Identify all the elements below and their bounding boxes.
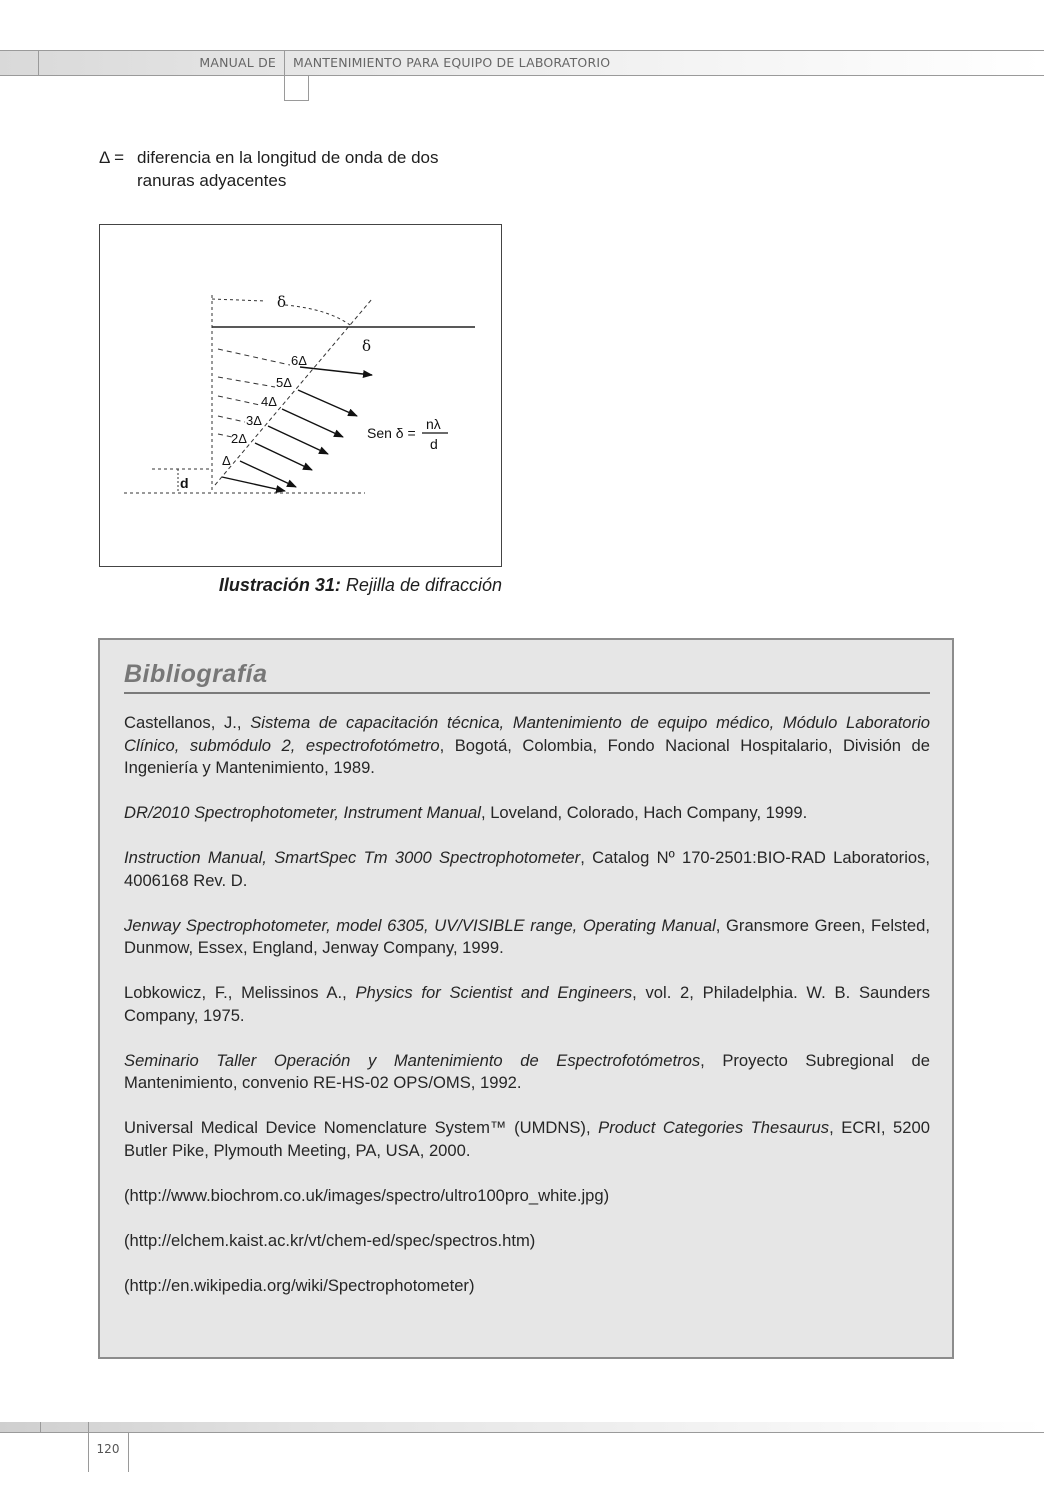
label-2delta: 2Δ: [231, 431, 247, 446]
bibliography-list: [124, 712, 930, 1320]
delta-arc: [285, 305, 350, 325]
reference-url-3[interactable]: (http://en.wikipedia.org/wiki/Spectrophotometer): [124, 1275, 475, 1295]
label-delta: Δ: [222, 453, 231, 468]
running-header-left: MANUAL DE: [199, 55, 276, 70]
definition-line-2: ranuras adyacentes: [137, 171, 287, 190]
ray-4: [282, 409, 343, 437]
formula-lhs: Sen δ =: [367, 425, 416, 441]
label-6delta: 6Δ: [291, 353, 307, 368]
bibliography-title: Bibliografía: [124, 660, 268, 688]
label-delta-side: δ: [362, 337, 372, 355]
ray-5: [298, 390, 357, 416]
label-d: d: [180, 475, 189, 491]
reference-3: Instruction Manual, SmartSpec Tm 3000 Spectrophotometer, Catalog Nº 170-2501:BIO-RAD Laboratorios, 4006168 Rev. D.: [124, 848, 931, 890]
diffraction-grating-figure: [99, 224, 502, 567]
caption-label: Ilustración 31:: [218, 575, 341, 595]
delta-top-guide: [212, 299, 265, 301]
label-3delta: 3Δ: [246, 413, 262, 428]
label-5delta: 5Δ: [276, 375, 292, 390]
formula-denominator: d: [430, 436, 438, 452]
reference-url-1[interactable]: (http://www.biochrom.co.uk/images/spectro/ultro100pro_white.jpg): [124, 1185, 610, 1205]
footer-rule: [0, 1432, 1044, 1433]
ray-2: [255, 443, 312, 470]
caption-text: Rejilla de difracción: [345, 575, 502, 595]
footer-right-divider: [128, 1433, 129, 1472]
page-number: 120: [96, 1442, 120, 1456]
header-tick: [38, 50, 39, 76]
bibliography-box: [98, 638, 954, 1359]
header-rule-top: [0, 50, 1044, 51]
reference-6: Seminario Taller Operación y Mantenimiento de Espectrofotómetros, Proyecto Subregional de Mantenimiento, convenio RE-HS-02 OPS/OMS, 1992.: [124, 1050, 930, 1092]
footer-tick: [40, 1422, 41, 1433]
header-rule-bottom: [0, 75, 1044, 76]
reference-4: Jenway Spectrophotometer, model 6305, UV/VISIBLE range, Operating Manual, Gransmore Green, Felsted, Dunmow, Essex, England, Jenway Company, 1999.: [124, 915, 930, 957]
ray-group: [218, 349, 372, 491]
reference-url-2[interactable]: (http://elchem.kaist.ac.kr/vt/chem-ed/spec/spectros.htm): [124, 1230, 536, 1250]
reference-7: Universal Medical Device Nomenclature System™ (UMDNS), Product Categories Thesaurus, ECRI, 5200 Butler Pike, Plymouth Meeting, PA, USA, 2000.: [124, 1118, 930, 1160]
ray-3: [268, 426, 328, 454]
bibliography-rule: [124, 692, 930, 694]
header-box: [284, 75, 309, 101]
reference-5: Lobkowicz, F., Melissinos A., Physics for Scientist and Engineers, vol. 2, Philadelphia. W. B. Saunders Company, 1975.: [124, 983, 930, 1025]
delta-symbol: Δ =: [99, 148, 125, 167]
ray-0: [222, 477, 285, 491]
diffraction-diagram: [100, 225, 500, 565]
label-delta-top: δ: [277, 293, 287, 311]
reference-1: Castellanos, J., Sistema de capacitación técnica, Mantenimiento de equipo médico, Módulo Laboratorio Clínico, submódulo 2, espectrofotómetro, Bogotá, Colombia, Fondo Nacional Hospitalario, División de Ingeniería y Mantenimiento, 1989.: [124, 713, 930, 777]
formula-numerator: nλ: [426, 416, 441, 432]
label-4delta: 4Δ: [261, 394, 277, 409]
delta-definition-text: [137, 146, 537, 192]
definition-line-1: diferencia en la longitud de onda de dos: [137, 148, 439, 167]
running-header-right: MANTENIMIENTO PARA EQUIPO DE LABORATORIO: [293, 55, 611, 70]
reference-2: DR/2010 Spectrophotometer, Instrument Manual, Loveland, Colorado, Hach Company, 1999.: [124, 803, 808, 822]
figure-caption: [99, 575, 502, 596]
